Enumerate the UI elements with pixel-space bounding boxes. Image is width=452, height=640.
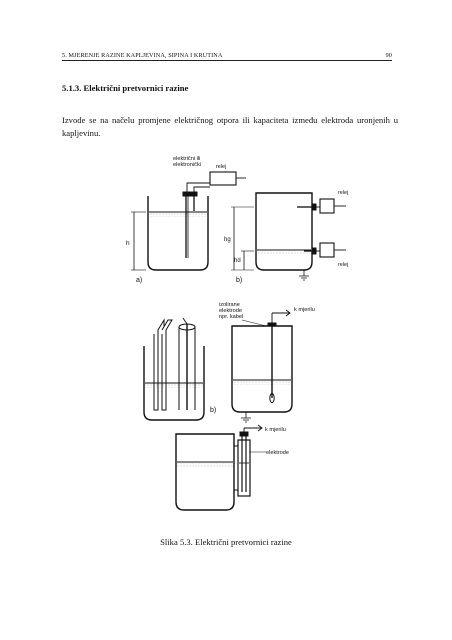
body-paragraph: Izvode se na načelu promjene električnog otpora ili kapaciteta između elektroda uronjenih u kapljevinu. (62, 115, 398, 138)
diagram-c (144, 318, 204, 420)
liquid-surface-d (233, 381, 291, 385)
label-a-h: h (126, 240, 130, 247)
electrode-b-lower-head (312, 248, 316, 254)
tank-e (176, 434, 234, 510)
diagram-e (176, 425, 266, 510)
chapter-title: 5. MJERENJE RAZINE KAPLJEVINA, SIPINA I KRUTINA (62, 52, 223, 59)
relay-box-a (210, 172, 236, 185)
label-b-letter: b) (236, 277, 243, 284)
leader-d (242, 320, 266, 326)
tank-d (232, 326, 292, 412)
label-c-letter: b) (210, 407, 217, 414)
plate-electrode-2 (162, 320, 172, 410)
relay-box-b-lower (320, 243, 334, 257)
label-a-letter: a) (136, 277, 143, 284)
label-d-to-meter: k mjerilu (294, 307, 315, 313)
label-e-to-meter: k mjerilu (265, 427, 286, 433)
electrode-a-head-2 (191, 192, 197, 196)
diagram-a (131, 172, 246, 270)
label-a-relay: relej (216, 164, 227, 170)
bypass-tube (238, 440, 250, 496)
electrode-e-head (240, 432, 248, 436)
label-a-type-1: električni ili (173, 156, 201, 162)
electrode-a-head-1 (183, 192, 191, 196)
label-d-insulated-1: izolirane (219, 302, 240, 308)
tank-b (256, 193, 312, 270)
label-b-hd: hd (234, 258, 241, 264)
label-d-insulated-3: npr. kabel (219, 314, 244, 320)
liquid-surface-b (257, 251, 311, 255)
relay-box-b-upper (320, 199, 334, 213)
label-a-type-2: elektronički (173, 162, 201, 168)
diagram-d (232, 310, 292, 422)
label-b-relay-bottom: relej (338, 262, 349, 268)
page-number: 90 (385, 52, 392, 59)
label-e-electrodes: elektrode (266, 450, 290, 456)
tank-a (148, 196, 208, 270)
figure-caption: Slika 5.3. Električni pretvornici razine (160, 537, 292, 547)
liquid-surface-a (149, 213, 207, 217)
label-d-insulated-2: elektrode (219, 308, 243, 314)
wire-a-1 (187, 183, 210, 192)
wire-a-2 (194, 187, 210, 192)
coax-electrode-lead (183, 318, 187, 324)
label-b-hg: hg (224, 237, 231, 243)
cable-electrode-gland (268, 323, 276, 326)
liquid-surface-e (177, 463, 233, 467)
section-heading: 5.1.3. Električni pretvornici razine (62, 83, 189, 93)
label-b-relay-top: relej (338, 190, 349, 196)
ground-d (241, 412, 251, 422)
ground-b (299, 270, 309, 280)
electrode-b-upper-head (312, 204, 316, 210)
